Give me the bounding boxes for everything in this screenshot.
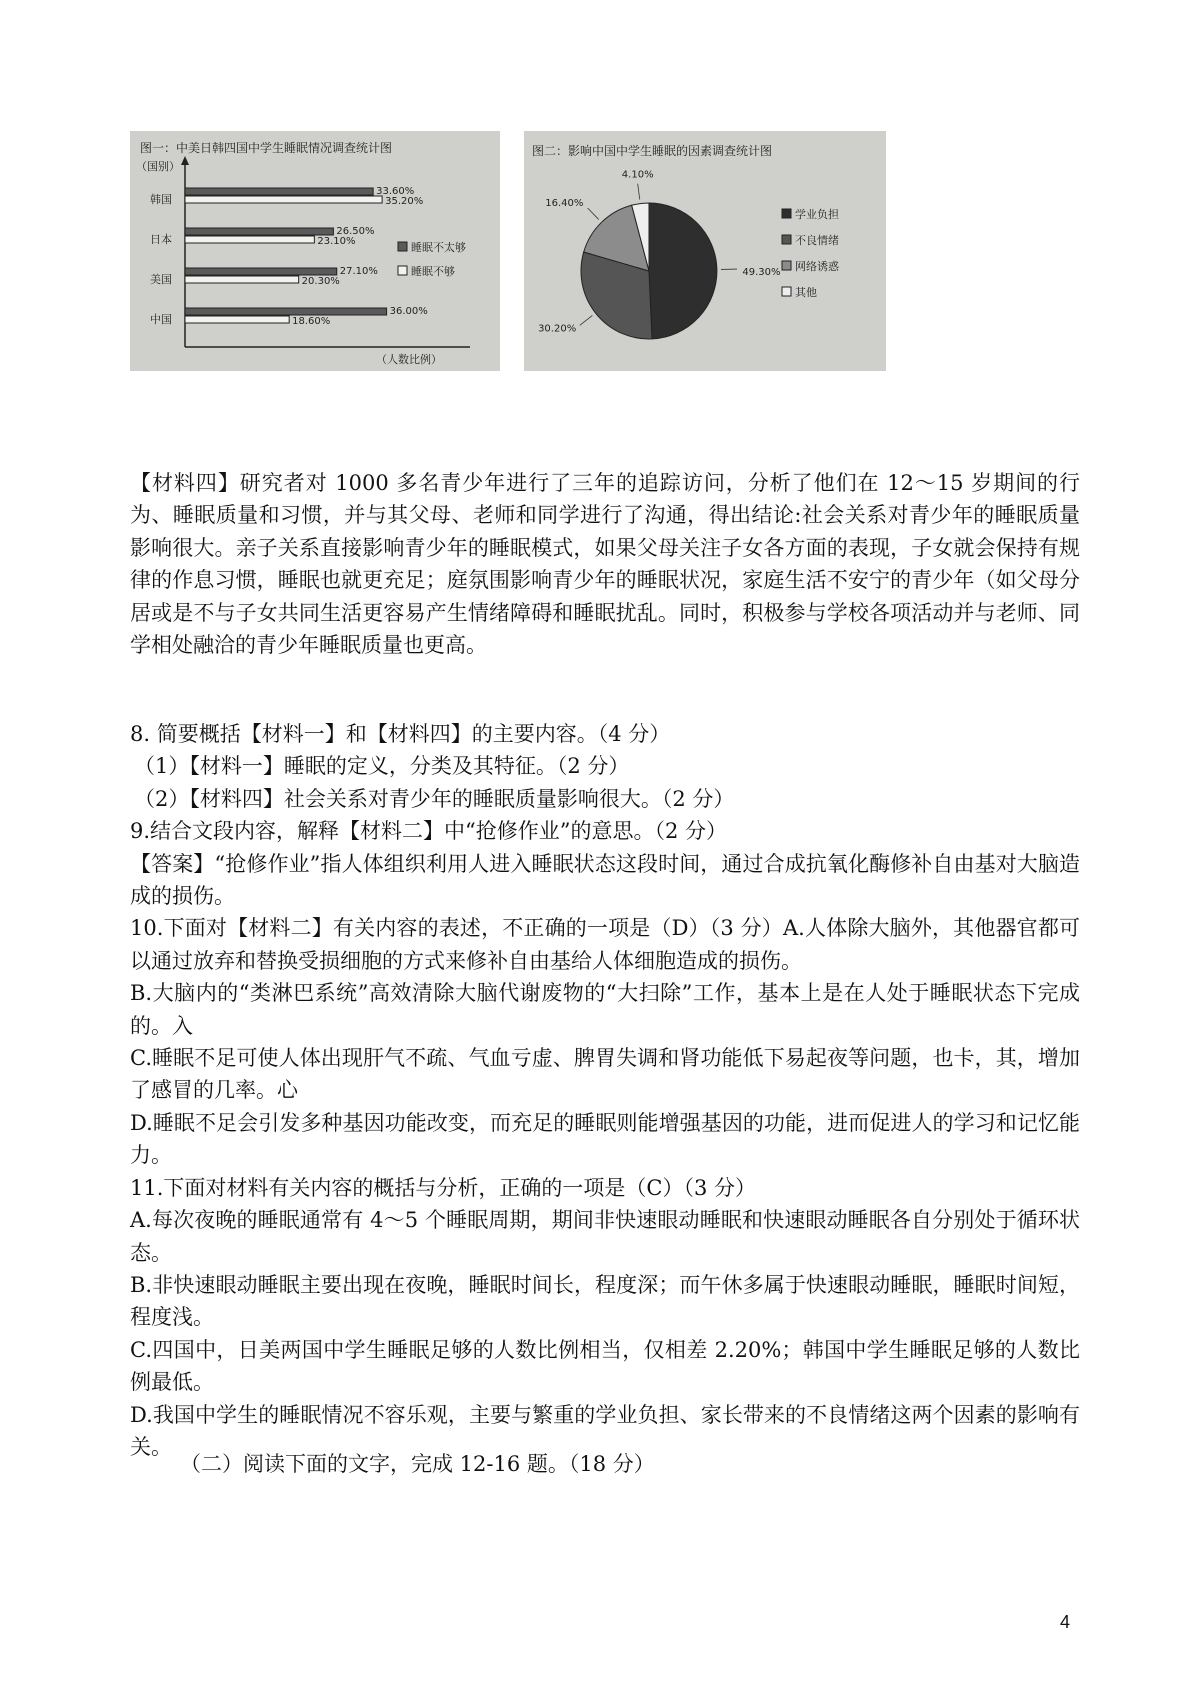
pie-legend-label: 学业负担	[795, 208, 839, 221]
section-two-heading: （二）阅读下面的文字，完成 12-16 题。（18 分）	[180, 1452, 655, 1476]
bar-series-b	[185, 196, 382, 203]
pie-leader-line	[588, 208, 599, 219]
pie-chart-slices	[581, 203, 717, 339]
pie-value-label: 49.30%	[742, 267, 781, 279]
bar-value-label: 18.60%	[292, 316, 331, 327]
question-9-answer: 【答案】“抢修作业”指人体组织利用人进入睡眠状态这段时间，通过合成抗氧化酶修补自由基对大脑造成的损伤。	[130, 851, 1080, 909]
bar-chart-x-axis-label: （人数比例）	[376, 353, 442, 366]
bar-category-label: 日本	[150, 233, 172, 246]
bar-value-label: 27.10%	[339, 266, 378, 277]
bar-category-label: 美国	[150, 273, 172, 286]
pie-value-label: 16.40%	[545, 197, 584, 209]
pie-chart-legend	[782, 207, 839, 299]
legend-swatch-light	[398, 266, 407, 275]
bar-series-a	[185, 308, 387, 315]
y-axis-arrow-icon	[181, 156, 189, 165]
pie-chart-svg	[524, 131, 886, 371]
question-9: 9.结合文段内容，解释【材料二】中“抢修作业”的意思。（2 分）	[130, 819, 728, 844]
bar-series-b	[185, 316, 289, 323]
bar-series-a	[185, 188, 373, 195]
bar-chart-figure	[130, 131, 500, 371]
questions-section	[130, 718, 1080, 1463]
bar-series-a	[185, 228, 333, 235]
pie-legend-swatch	[782, 261, 791, 270]
bar-series-b	[185, 276, 299, 283]
pie-legend-swatch	[782, 235, 791, 244]
question-11-option-b: B.非快速眼动睡眠主要出现在夜晚，睡眠时间长，程度深；而午休多属于快速眼动睡眠，睡眠时间短，程度浅。	[130, 1272, 1080, 1330]
bar-category-label: 中国	[150, 313, 172, 326]
question-11-option-d: D.我国中学生的睡眠情况不容乐观，主要与繁重的学业负担、家长带来的不良情绪这两个因素的影响有关。	[130, 1402, 1080, 1459]
bar-value-label: 33.60%	[376, 186, 415, 197]
pie-legend-label: 网络诱惑	[795, 260, 839, 273]
legend-label: 睡眠不太够	[411, 241, 466, 254]
question-10-option-b: B.大脑内的“类淋巴系统”高效清除大脑代谢废物的“大扫除”工作，基本上是在人处于睡眠状态下完成的。入	[130, 981, 1080, 1038]
question-10: 10.下面对【材料二】有关内容的表述，不正确的一项是（D）（3 分）A.人体除大脑外，其他器官都可以通过放弃和替换受损细胞的方式来修补自由基给人体细胞造成的损伤。	[130, 916, 1080, 973]
question-8: 8. 简要概括【材料一】和【材料四】的主要内容。（4 分）	[130, 722, 671, 746]
page-number: 4	[1060, 1612, 1071, 1632]
bar-chart-title: 图一：中美日韩四国中学生睡眠情况调查统计图	[140, 141, 393, 155]
bar-value-label: 23.10%	[317, 236, 356, 247]
bar-value-label: 26.50%	[336, 226, 375, 237]
pie-legend-swatch	[782, 287, 791, 296]
bar-category-label: 韩国	[150, 193, 172, 206]
question-11-option-a: A.每次夜晚的睡眠通常有 4～5 个睡眠周期，期间非快速眼动睡眠和快速眼动睡眠各自分别处于循环状态。	[130, 1208, 1080, 1265]
pie-chart-figure	[524, 131, 886, 371]
pie-legend-swatch	[782, 209, 791, 218]
pie-chart-title: 图二：影响中国中学生睡眠的因素调查统计图	[532, 144, 773, 158]
pie-legend-label: 不良情绪	[795, 234, 839, 247]
bar-chart-categories	[150, 192, 172, 326]
pie-slice	[649, 203, 717, 339]
pie-value-label: 4.10%	[621, 169, 654, 181]
bar-series-b	[185, 236, 314, 243]
bar-chart-legend	[398, 240, 466, 278]
legend-swatch-dark	[398, 242, 407, 251]
material-four-paragraph: 【材料四】研究者对 1000 多名青少年进行了三年的追踪访问，分析了他们在 12～15 岁期间的行为、睡眠质量和习惯，并与其父母、老师和同学进行了沟通，得出结论:社会关系对青少年的睡眠质量影响很大。亲子关系直接影响青少年的睡眠模式，如果父母关注子女各方面的表现，子女就会保持有规律的作息习惯，睡眠也就更充足；庭氛围影响青少年的睡眠状况，家庭生活不安宁的青少年（如父母分居或是不与子女共同生活更容易产生情绪障碍和睡眠扰乱。同时，积极参与学校各项活动并与老师、同学相处融洽的青少年睡眠质量也更高。	[130, 471, 1080, 658]
bar-value-label: 35.20%	[385, 196, 424, 207]
pie-legend-label: 其他	[795, 286, 817, 299]
pie-leader-line	[638, 184, 640, 200]
bar-value-label: 20.30%	[301, 276, 340, 287]
question-11: 11.下面对材料有关内容的概括与分析，正确的一项是（C）（3 分）	[130, 1175, 756, 1200]
bar-chart-y-axis-label: （国别）	[136, 160, 180, 173]
question-10-option-d: D.睡眠不足会引发多种基因功能改变，而充足的睡眠则能增强基因的功能，进而促进人的学习和记忆能力。	[130, 1110, 1080, 1168]
question-8-part-1: （1）【材料一】睡眠的定义，分类及其特征。（2 分）	[134, 754, 630, 779]
pie-leader-line	[580, 315, 593, 325]
bar-chart-svg	[130, 131, 500, 371]
question-10-option-c: C.睡眠不足可使人体出现肝气不疏、气血亏虚、脾胃失调和肾功能低下易起夜等问题，也卡，其，增加了感冒的几率。心	[130, 1046, 1080, 1103]
pie-value-label: 30.20%	[538, 323, 577, 335]
legend-label: 睡眠不够	[411, 265, 455, 278]
bar-chart-bars	[185, 186, 428, 327]
material-four-section	[130, 467, 1080, 661]
question-11-option-c: C.四国中，日美两国中学生睡眠足够的人数比例相当，仅相差 2.20%；韩国中学生睡眠足够的人数比例最低。	[130, 1337, 1080, 1395]
bar-series-a	[185, 268, 337, 275]
bar-value-label: 36.00%	[389, 306, 428, 317]
question-8-part-2: （2）【材料四】社会关系对青少年的睡眠质量影响很大。（2 分）	[134, 786, 735, 811]
